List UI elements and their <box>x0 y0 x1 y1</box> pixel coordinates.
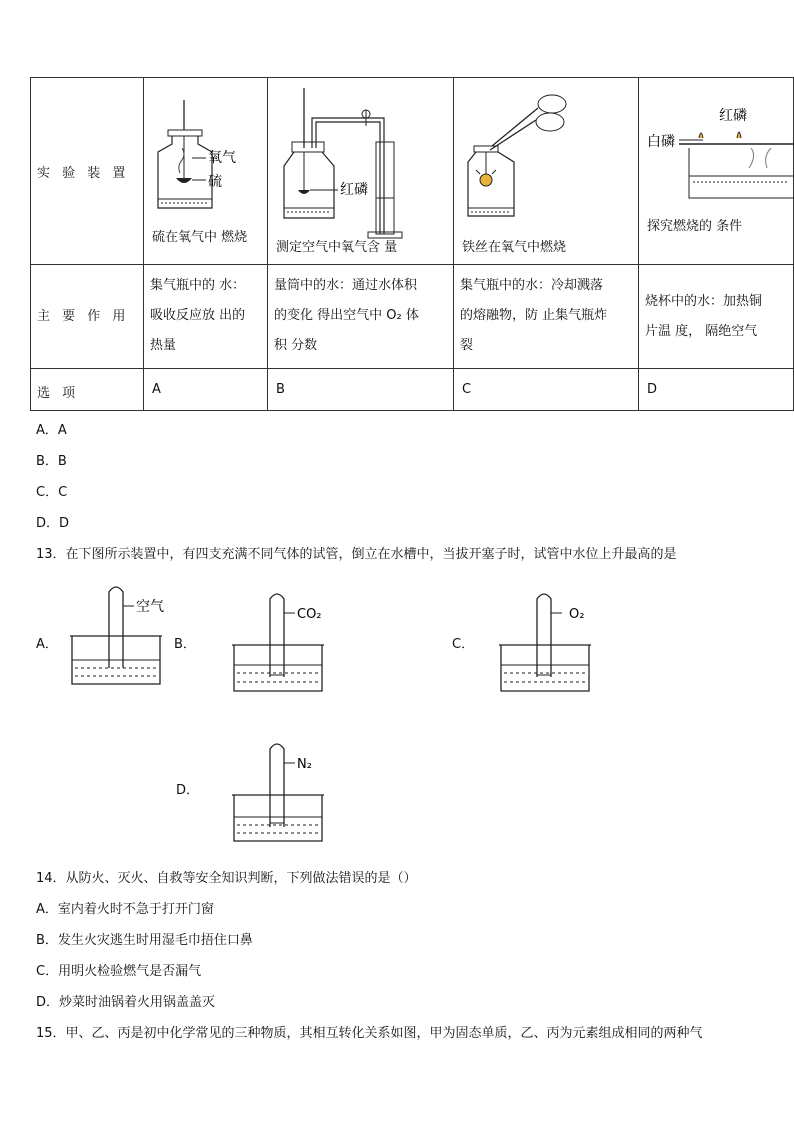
row-header-function: 主 要 作 用 <box>31 265 144 369</box>
function-row <box>31 265 794 369</box>
caption-iron: 铁丝在氧气中燃烧 <box>462 240 567 255</box>
q13-gas-c: O₂ <box>569 607 585 622</box>
caption-phosphorus: 测定空气中氧气含 量 <box>276 240 398 255</box>
q13-letter-b[interactable]: B． <box>174 637 196 652</box>
apparatus-sulfur <box>144 78 268 265</box>
q14-stem: 14．从防火、灭火、自救等安全知识判断，下列做法错误的是（） <box>36 871 417 886</box>
label-red-phosphorus-2: 红磷 <box>719 108 747 124</box>
function-iron: 集气瓶中的水：冷却溅落 的熔融物，防 止集气瓶炸 裂 <box>454 265 639 369</box>
q12-choice-d[interactable]: D．D <box>36 516 70 531</box>
q13-diagram-c <box>497 585 607 695</box>
q13-gas-d: N₂ <box>297 757 312 772</box>
q12-choice-c[interactable]: C．C <box>36 485 68 500</box>
apparatus-iron <box>454 78 639 265</box>
q13-diagram-a <box>68 580 168 690</box>
q13-gas-b: CO₂ <box>297 607 322 622</box>
option-a: A <box>144 369 268 411</box>
q13-stem: 13．在下图所示装置中，有四支充满不同气体的试管，倒立在水槽中，当拔开塞子时，试管中水位上升最高的是 <box>36 547 677 562</box>
option-row <box>31 369 794 411</box>
apparatus-phosphorus <box>268 78 454 265</box>
q13-letter-d[interactable]: D． <box>176 783 200 798</box>
q12-choice-a[interactable]: A．A <box>36 423 67 438</box>
option-b: B <box>268 369 454 411</box>
caption-combustion: 探究燃烧的 条件 <box>647 219 743 234</box>
label-sulfur: 硫 <box>208 174 222 190</box>
label-oxygen: 氧气 <box>208 150 236 166</box>
q15-stem: 15．甲、乙、丙是初中化学常见的三种物质，其相互转化关系如图，甲为固态单质，乙、丙为元素组成相同的两种气 <box>36 1026 703 1041</box>
row-header-option: 选 项 <box>31 369 144 411</box>
option-d: D <box>639 369 794 411</box>
q14-choice-b[interactable]: B．发生火灾逃生时用湿毛巾捂住口鼻 <box>36 933 253 948</box>
experiment-table <box>30 77 794 411</box>
q14-choice-c[interactable]: C．用明火检验燃气是否漏气 <box>36 964 202 979</box>
q13-gas-a: 空气 <box>136 599 164 615</box>
q13-diagram-d <box>230 735 340 845</box>
label-red-phosphorus: 红磷 <box>340 182 368 198</box>
apparatus-combustion <box>639 78 794 265</box>
q13-letter-a[interactable]: A． <box>36 637 58 652</box>
caption-sulfur: 硫在氧气中 燃烧 <box>152 230 248 245</box>
function-phosphorus: 量筒中的水：通过水体积 的变化 得出空气中 O₂ 体 积 分数 <box>268 265 454 369</box>
function-sulfur: 集气瓶中的 水： 吸收反应放 出的 热量 <box>144 265 268 369</box>
q13-letter-c[interactable]: C． <box>452 637 475 652</box>
q12-choice-b[interactable]: B．B <box>36 454 67 469</box>
option-c: C <box>454 369 639 411</box>
apparatus-row <box>31 78 794 265</box>
label-white-phosphorus: 白磷 <box>647 134 675 150</box>
combustion-conditions-diagram <box>639 78 793 264</box>
function-combustion: 烧杯中的水：加热铜 片温 度， 隔绝空气 <box>639 265 794 369</box>
row-header-apparatus: 实 验 装 置 <box>31 78 144 265</box>
q13-diagram-b <box>230 585 340 695</box>
q14-choice-a[interactable]: A．室内着火时不急于打开门窗 <box>36 902 214 917</box>
q14-choice-d[interactable]: D．炒菜时油锅着火用锅盖盖灭 <box>36 995 216 1010</box>
